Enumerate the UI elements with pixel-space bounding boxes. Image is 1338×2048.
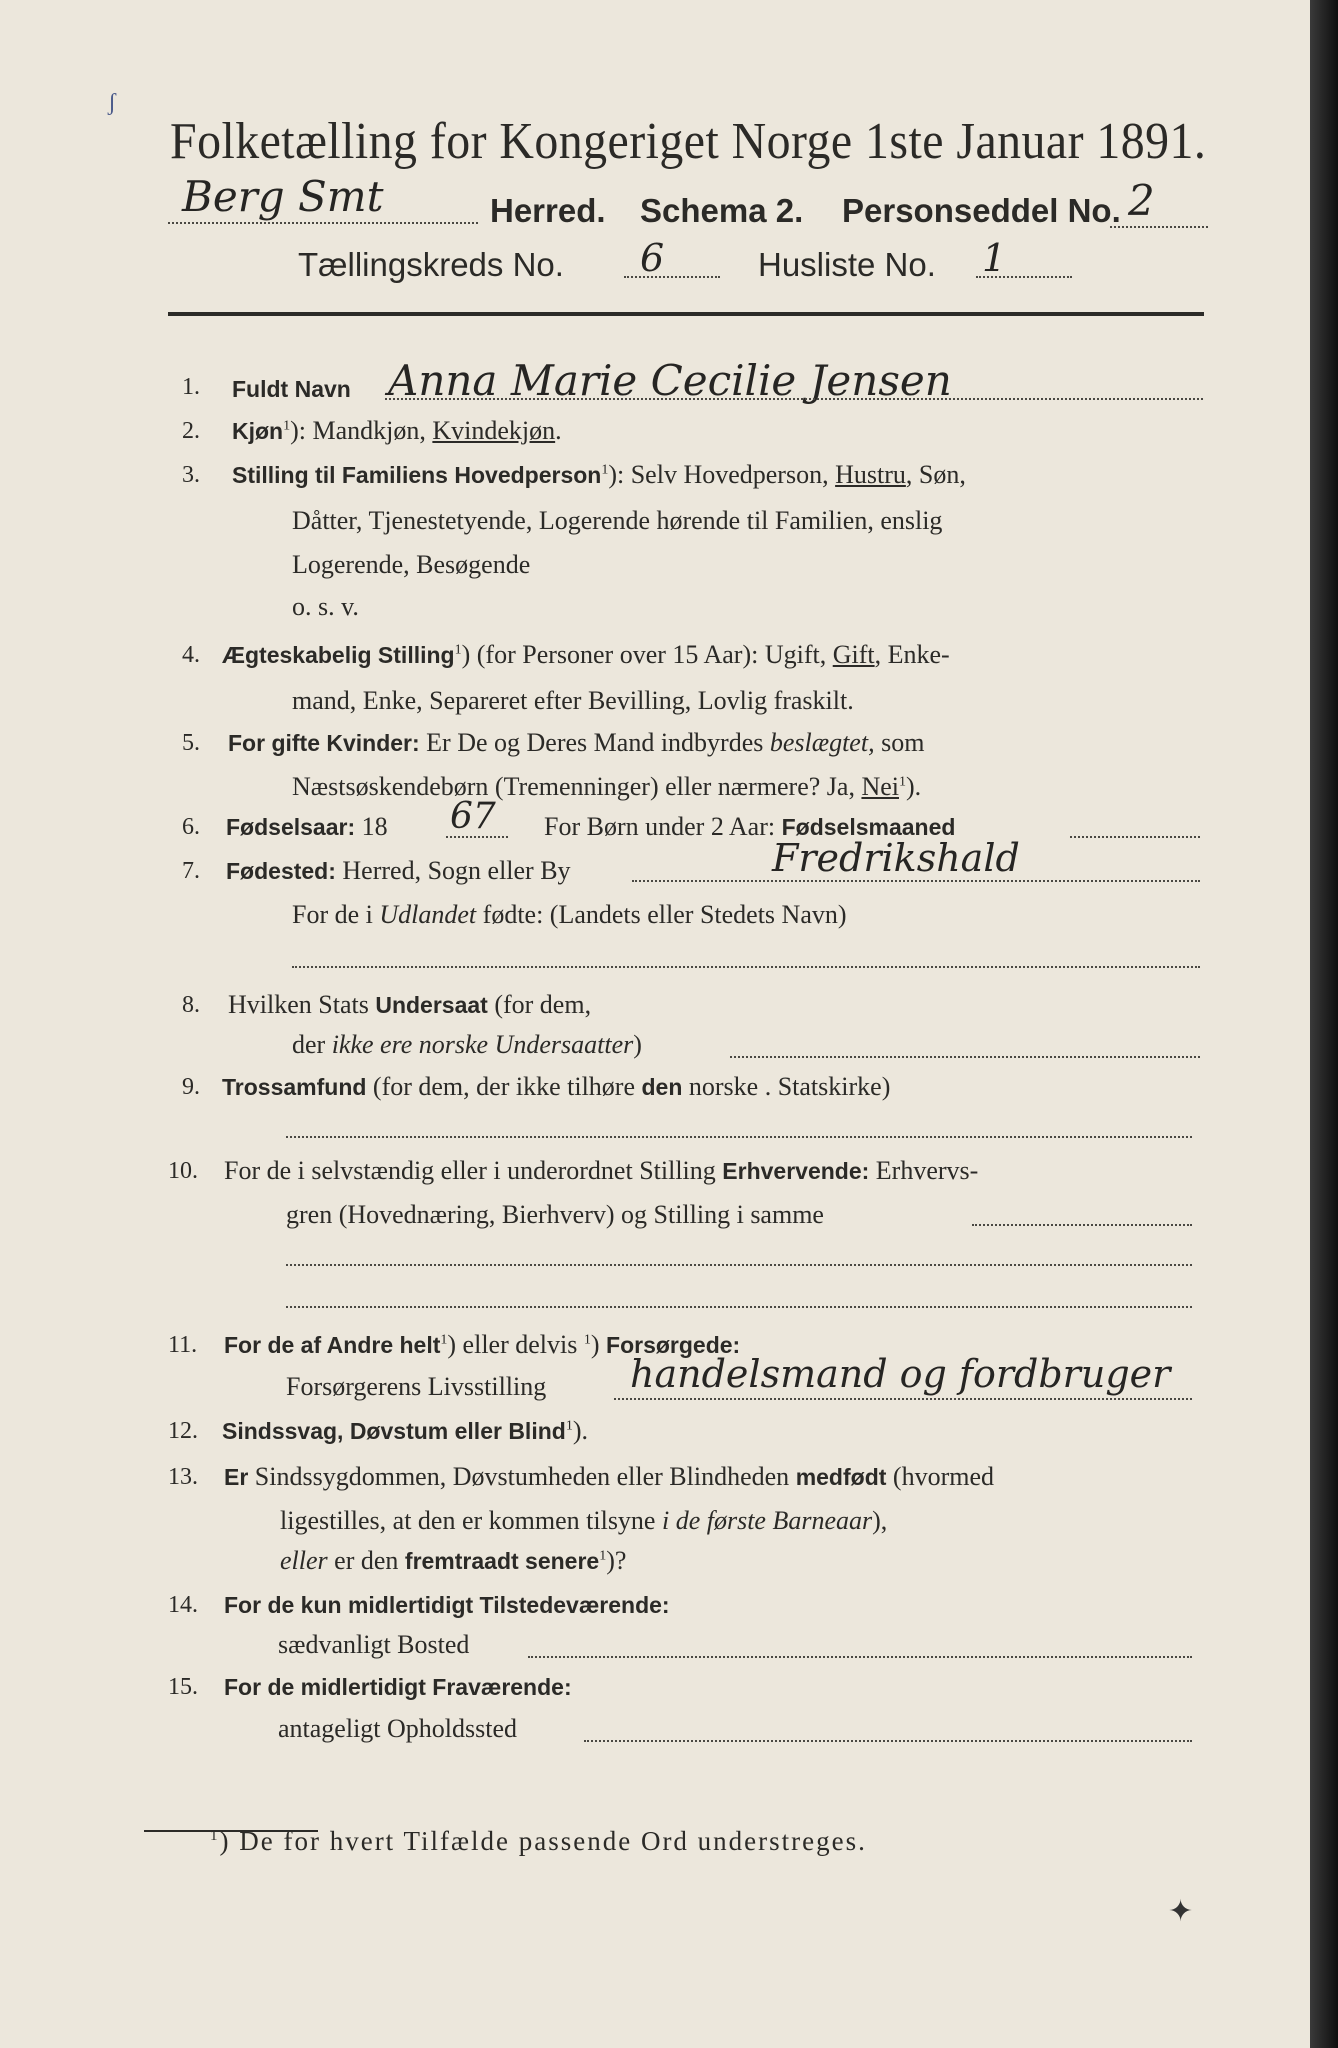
husliste-value: 1 [982,236,1007,280]
q10-dots-2 [286,1264,1192,1266]
q12-number: 12. [168,1418,198,1444]
herred-label: Herred. [490,192,606,229]
q13-line3-italic: eller [280,1546,328,1575]
personseddel-dots [1110,226,1208,228]
q11-label: For de af Andre helt [224,1332,441,1358]
q6-label2: Fødselsmaaned [781,814,956,840]
q5-text-b: som [874,728,925,757]
q3-line3: Logerende, Besøgende [292,550,531,579]
q14-label: For de kun midlertidigt Tilstedeværende: [224,1592,670,1618]
q3-line1 [232,460,966,490]
q1-number: 1. [182,374,200,400]
q8-text-b: (for dem, [487,990,592,1019]
q15-line2: antageligt Opholdssted [278,1714,518,1743]
q13-line2 [280,1506,887,1536]
q13-text-b: (hvormed [886,1462,994,1491]
q4-line1 [222,640,950,670]
q8-line2-b: ) [633,1030,642,1059]
q2-line [232,416,562,446]
kreds-value: 6 [640,236,665,280]
q7-line1 [226,856,571,886]
q4-line2: mand, Enke, Separeret efter Bevilling, Lovlig fraskilt. [292,686,854,715]
q12-sup: 1 [565,1418,573,1434]
kreds-label: Tællingskreds No. [298,246,564,283]
q9-number: 9. [182,1074,200,1100]
q7-line2-a: For de i [292,900,380,929]
q9-dots [286,1136,1192,1138]
q4-label: Ægteskabelig Stilling [222,642,455,668]
q9-text-a: (for dem, der ikke tilhøre [366,1072,642,1101]
q8-dots [730,1056,1200,1058]
q13-line3-c: )? [606,1546,627,1575]
q11-label2: Forsørgede: [606,1332,741,1358]
q5-text-a: Er De og Deres Mand indbyrdes [419,728,770,757]
q15-label: For de midlertidigt Fraværende: [224,1674,572,1700]
q12-label: Sindssvag, Døvstum eller Blind [222,1418,566,1444]
q8-label: Undersaat [375,992,488,1018]
q5-italic: beslægtet, [769,728,875,757]
q9-label: Trossamfund [222,1074,367,1100]
ink-mark: ✦ [1168,1895,1194,1928]
q11-dots [614,1398,1192,1400]
q7-dots [632,880,1200,882]
q13-line3 [280,1546,626,1576]
q5-underlined: Nei [861,772,899,801]
q7-answer: Fredrikshald [772,836,1020,880]
q9-text-b: norske . Statskirke) [682,1072,891,1101]
q13-line2-italic: i de første Barneaar [661,1506,873,1535]
q6-year-dots [446,836,508,838]
q13-label2: medfødt [795,1464,887,1490]
q2-sup: 1 [283,418,291,434]
q14-number: 14. [168,1592,198,1618]
q13-sup: 1 [599,1548,607,1564]
q12-text-a: ). [572,1416,588,1445]
footnote-text: ) De for hvert Tilfælde passende Ord understreges. [219,1826,867,1856]
form-title: Folketælling for Kongeriget Norge 1ste Januar 1891. [170,113,1207,170]
q8-line2-italic: ikke ere norske Undersaatter [331,1030,634,1059]
q6-line [226,812,388,842]
q13-line3-a: er den [327,1546,405,1575]
header-rule [168,312,1204,316]
herred-dots [168,222,478,224]
q3-number: 3. [182,462,200,488]
q11-sup: 1 [440,1332,448,1348]
q5-line1 [228,728,924,758]
q5-label: For gifte Kvinder: [228,730,420,756]
q10-number: 10. [168,1158,198,1184]
q7-line2-italic: Udlandet [379,900,477,929]
q6-label: Fødselsaar: [226,814,356,840]
q5-line2 [292,772,921,802]
footnote-sup: 1 [210,1828,220,1844]
q7-text-a: Herred, Sogn eller By [335,856,571,885]
q13-line2-a: ligestilles, at den er kommen tilsyne [280,1506,662,1535]
q9-line [222,1072,890,1102]
q14-dots [528,1656,1192,1658]
q4-text-a: ) (for Personer over 15 Aar): Ugift, [461,640,833,669]
q5-sup: 1 [899,774,906,790]
q6-year: 67 [450,796,496,837]
q3-text-a: ): Selv Hovedperson, [608,460,836,489]
ink-mark: ʃ [108,90,116,116]
q10-line2: gren (Hovednæring, Bierhverv) og Stilling i samme [286,1200,824,1229]
q7-line2 [292,900,847,930]
q3-sup: 1 [601,462,609,478]
q1-dots [385,398,1203,400]
q5-line2-text: Næstsøskendebørn (Tremenninger) eller nærmere? Ja, [292,772,862,801]
q5-text-c: ). [906,772,922,801]
personseddel-value: 2 [1128,176,1155,225]
q13-text-a: Sindssygdommen, Døvstumheden eller Blindheden [248,1462,796,1491]
q10-text-a: For de i selvstændig eller i underordnet Stilling [224,1156,723,1185]
q7-dots-2 [292,966,1200,968]
q6-prefix: 18 [355,812,388,841]
q12-line [222,1416,588,1446]
q6-text-a: For Børn under 2 Aar: [544,812,782,841]
q7-number: 7. [182,858,200,884]
q4-number: 4. [182,642,200,668]
q2-text-b: . [555,416,562,445]
q2-underlined: Kvindekjøn [432,416,556,445]
schema-label: Schema 2. [640,192,804,229]
q2-number: 2. [182,418,200,444]
q1-label: Fuldt Navn [232,376,351,402]
q3-underlined: Hustru [835,460,906,489]
q10-label: Erhvervende: [722,1158,870,1184]
q8-line1 [228,990,591,1020]
q8-text-a: Hvilken Stats [228,990,376,1019]
q10-text-b: Erhvervs- [869,1156,979,1185]
q13-line1 [224,1462,994,1492]
q10-dots-3 [286,1306,1192,1308]
q2-label: Kjøn [232,418,284,444]
q14-line2: sædvanligt Bosted [278,1630,470,1659]
q1-answer: Anna Marie Cecilie Jensen [388,356,952,405]
q8-line2-a: der [292,1030,332,1059]
kreds-dots [624,276,720,278]
q11-number: 11. [168,1332,198,1358]
q15-dots [584,1740,1192,1742]
q13-line2-b: ), [872,1506,888,1535]
q10-dots-1 [972,1224,1192,1226]
q13-line3-bold: fremtraadt senere [404,1548,600,1574]
q13-number: 13. [168,1464,198,1490]
q15-number: 15. [168,1674,198,1700]
herred-value: Berg Smt [182,172,384,221]
q8-number: 8. [182,992,200,1018]
q13-label: Er [224,1464,249,1490]
scan-edge [1310,0,1338,2048]
q4-sup: 1 [454,642,462,658]
q3-label: Stilling til Familiens Hovedperson [232,462,602,488]
q7-label: Fødested: [226,858,336,884]
q10-line1 [224,1156,978,1186]
q11-answer: handelsmand og fordbruger [630,1352,1171,1396]
husliste-label: Husliste No. [758,246,936,283]
q6-number: 6. [182,814,200,840]
q9-label2: den [641,1074,683,1100]
q4-text-b: , Enke- [874,640,950,669]
q11-sup2: 1 [583,1332,591,1348]
q5-number: 5. [182,730,200,756]
husliste-dots [976,276,1072,278]
q4-underlined: Gift [832,640,875,669]
q2-text-a: ): Mandkjøn, [290,416,433,445]
personseddel-label: Personseddel No. [842,192,1121,229]
q11-text-a: ) eller delvis [447,1330,584,1359]
q3-text-b: , Søn, [905,460,966,489]
q7-line2-b: fødte: (Landets eller Stedets Navn) [476,900,847,929]
q11-line2: Forsørgerens Livsstilling [286,1372,547,1401]
q6-dots [1070,836,1200,838]
q3-line2: Dåtter, Tjenestetyende, Logerende hørende til Familien, enslig [292,506,943,535]
q3-line4: o. s. v. [292,592,359,621]
q8-line2 [292,1030,642,1060]
q11-text-b: ) [590,1330,607,1359]
footnote [210,1826,867,1857]
